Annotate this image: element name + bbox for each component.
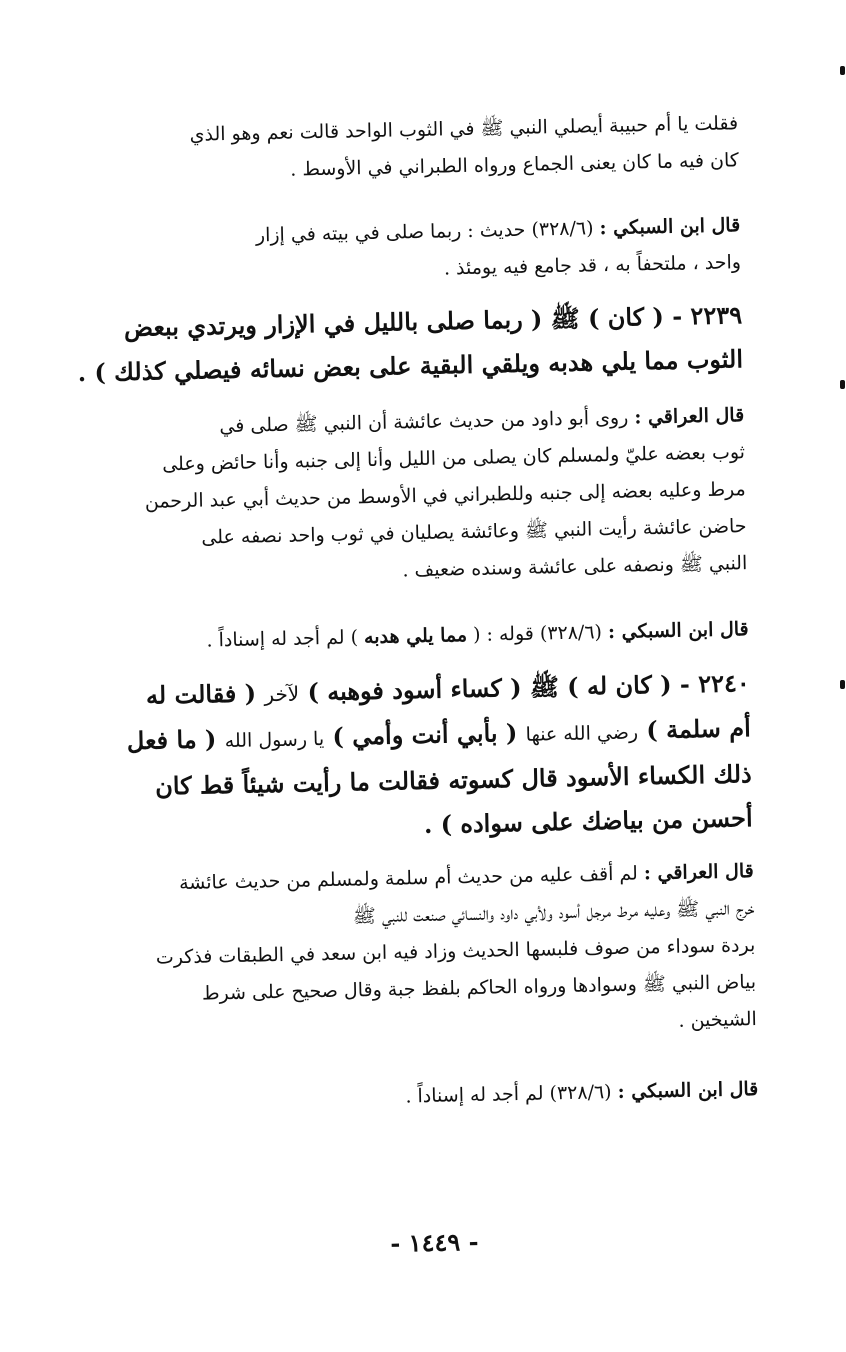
hadith-line: أحسن من بياضك على سواده ) .: [424, 803, 754, 839]
hadith-line: الثوب مما يلي هدبه ويلقي البقية على بعض نسائه فيصلي كذلك ) .: [78, 344, 745, 388]
comment-text: ) لم أجد له إسناداً .: [207, 626, 366, 652]
scan-edge-mark: [841, 66, 846, 75]
hadith-text: أم سلمة ): [638, 713, 753, 745]
comment-text: لم أقف عليه من حديث أم سلمة ولمسلم من حديث عائشة: [179, 862, 640, 895]
text-line: ثوب بعضه عليّ ولمسلم كان يصلى من الليل وأنا إلى جنبه وأنا حائض وعلى: [162, 441, 747, 476]
commentator-label: قال ابن السبكي :: [618, 1078, 760, 1103]
hadith-2239: [53, 293, 745, 395]
text-line: كان فيه ما كان يعنى الجماع ورواه الطبراني في الأوسط .: [291, 149, 741, 181]
quoted-phrase: مما يلي هدبه: [364, 624, 469, 649]
comment-text: (٣٢٨/٦) لم أجد له إسناداً .: [406, 1081, 613, 1108]
text-line: [59, 611, 750, 662]
text-line: واحد ، ملتحفاً به ، قد جامع فيه يومئذ .: [444, 251, 743, 280]
narrator-note: يا رسول الله: [225, 728, 326, 753]
comment-text: روى أبو داود من حديث عائشة أن النبي ﷺ صلى في: [220, 406, 630, 438]
text-line: حاضن عائشة رأيت النبي ﷺ وعائشة يصليان في ثوب واحد نصفه على: [202, 515, 748, 549]
text-line: النبي ﷺ ونصفه على عائشة وسنده ضعيف .: [403, 552, 749, 582]
commentator-label: قال ابن السبكي :: [600, 214, 742, 240]
text-line: خرج النبي ﷺ وعليه مرط مرجل أسود ولأبي داود والنسائي صنعت للنبي ﷺ: [353, 897, 756, 928]
intro-paragraph: [49, 105, 740, 193]
hadith-text: ٢٢٤٠ - ( كان له ) ﷺ ( كساء أسود فوهبه ): [299, 668, 752, 707]
hadith-text: ( فقالت له: [146, 678, 266, 710]
comment-text: (٣٢٨/٦) حديث : ربما صلى في بيته في إزار: [256, 217, 595, 247]
hadith-2240: [60, 661, 754, 854]
hadith-text: ( ما فعل: [127, 724, 226, 756]
commentator-label: قال ابن السبكي :: [608, 618, 750, 644]
text-line: [69, 1071, 760, 1122]
subki-comment-3: [69, 1071, 760, 1122]
commentator-label: قال العراقي :: [635, 404, 746, 429]
text-line: فقلت يا أم حبيبة أيصلي النبي ﷺ في الثوب الواحد قالت نعم وهو الذي: [190, 112, 740, 146]
commentator-label: قال العراقي :: [644, 860, 755, 885]
hadith-line: ٢٢٣٩ - ( كان ) ﷺ ( ربما صلى بالليل في الإزار ويرتدي ببعض: [124, 300, 744, 343]
text-line: مرط وعليه بعضه إلى جنبه وللطبراني في الأوسط من حديث أبي عبد الرحمن: [145, 478, 747, 513]
page-number: - ١٤٤٩ -: [391, 1226, 480, 1258]
hadith-line: ذلك الكساء الأسود قال كسوته فقالت ما رأيت شيئاً قط كان: [155, 759, 753, 801]
iraqi-comment-1: [55, 397, 749, 596]
scan-edge-mark: [841, 680, 846, 689]
comment-text: (٣٢٨/٦) قوله : (: [467, 621, 604, 647]
narrator-note: رضي الله عنها: [526, 721, 640, 746]
subki-comment-1: [51, 207, 742, 295]
hadith-text: ( بأبي أنت وأمي ): [324, 717, 527, 752]
subki-comment-2: [59, 611, 750, 662]
scan-edge-mark: [841, 380, 846, 389]
iraqi-comment-2: [64, 853, 758, 1052]
text-line: بردة سوداء من صوف فلبسها الحديث وزاد فيه ابن سعد في الطبقات فذكرت: [156, 934, 757, 969]
text-line: بياض النبي ﷺ وسوادها ورواه الحاكم بلفظ جبة وقال صحيح على شرط: [202, 971, 758, 1005]
text-line: الشيخين .: [679, 1008, 759, 1032]
narrator-note: لآخر: [265, 681, 301, 707]
